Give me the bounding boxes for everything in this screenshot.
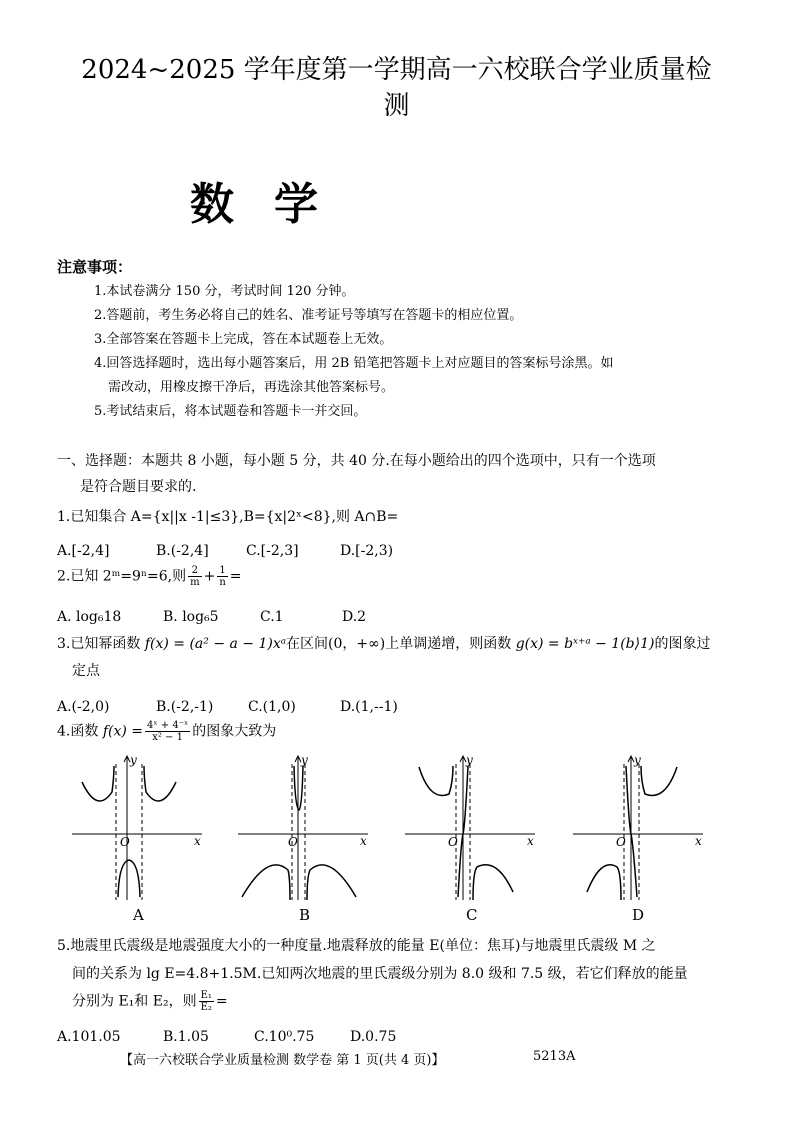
notice-item: 2.答题前，考生务必将自己的姓名、准考证号等填写在答题卡的相应位置。 xyxy=(94,308,523,323)
q2-option-a: A. log₆18 xyxy=(57,609,122,625)
question-2-stem: 2.已知 2ᵐ=9ⁿ=6,则 $\frac{2}{m}$ + $\frac{1}{n}$ = xyxy=(57,565,242,588)
graph-label-d: D xyxy=(632,906,645,924)
q4-fraction: $\frac{\text{4ˣ + 4⁻ˣ}}{\text{x² − 1}}$ xyxy=(147,720,189,743)
question-3-stem-cont: 定点 xyxy=(72,663,100,679)
q3-option-a: A.(-2,0) xyxy=(57,699,110,715)
question-1-stem: 1.已知集合 A={x||x -1|≤3},B={x|2ˣ<8},则 A∩B= xyxy=(57,509,399,525)
svg-text:O: O xyxy=(288,835,298,849)
graph-label-b: B xyxy=(299,906,311,924)
graph-option-c xyxy=(405,752,541,902)
notice-item: 需改动，用橡皮擦干净后，再选涂其他答案标号。 xyxy=(108,380,395,395)
exam-title-line2: 测 xyxy=(383,91,410,121)
svg-text:y: y xyxy=(466,753,473,767)
q2-option-b: B. log₆5 xyxy=(163,609,219,625)
q2-option-c: C.1 xyxy=(260,609,284,625)
q3-option-b: B.(-2,-1) xyxy=(156,699,214,715)
svg-text:x: x xyxy=(695,834,702,848)
svg-text:O: O xyxy=(616,835,626,849)
svg-text:x: x xyxy=(194,834,201,848)
svg-text:x: x xyxy=(527,834,534,848)
q2-option-d: D.2 xyxy=(342,609,367,625)
q1-option-d: D.[-2,3) xyxy=(340,543,394,559)
section-intro: 一、选择题：本题共 8 小题，每小题 5 分，共 40 分.在每小题给出的四个选项中，只有一个选项 xyxy=(57,453,656,469)
section-intro-cont: 是符合题目要求的. xyxy=(80,479,197,495)
q2-fraction-1: $\frac{2}{m}$ xyxy=(190,565,200,588)
svg-text:y: y xyxy=(634,753,641,767)
q5-option-d: D.0.75 xyxy=(350,1029,397,1045)
q3-option-c: C.(1,0) xyxy=(248,699,296,715)
q3-math-g: g(x) = bˣ⁺ᵃ − 1(b⟩1) xyxy=(515,636,655,652)
q1-option-b: B.(-2,4] xyxy=(156,543,209,559)
notice-heading: 注意事项： xyxy=(57,258,133,276)
svg-text:O: O xyxy=(120,835,130,849)
question-3-stem: 3.已知幂函数 f(x) = (a² − a − 1)xᵃ在区间(0，+∞)上单调递增，则函数 g(x) = bˣ⁺ᵃ − 1(b⟩1)的图象过 xyxy=(57,636,711,652)
q3-math-f: f(x) = (a² − a − 1)xᵃ xyxy=(144,636,286,652)
graph-label-a: A xyxy=(133,906,144,924)
q5-option-a: A.101.05 xyxy=(57,1029,121,1045)
q1-option-a: A.[-2,4] xyxy=(57,543,110,559)
q2-stem-prefix: 2.已知 2ᵐ=9ⁿ=6,则 xyxy=(57,568,187,585)
graph-label-c: C xyxy=(466,906,478,924)
question-5-stem: 5.地震里氏震级是地震强度大小的一种度量.地震释放的能量 E(单位：焦耳)与地震里氏震级 M 之 xyxy=(57,938,656,954)
svg-text:y: y xyxy=(301,753,308,767)
notice-item: 3.全部答案在答题卡上完成，答在本试题卷上无效。 xyxy=(94,332,393,347)
notice-item: 5.考试结束后，将本试题卷和答题卡一并交回。 xyxy=(94,404,367,419)
question-5-stem-cont: 间的关系为 lg E=4.8+1.5M.已知两次地震的里氏震级分别为 8.0 级和 7.5 级，若它们释放的能量 xyxy=(72,966,688,982)
notice-item: 1.本试卷满分 150 分，考试时间 120 分钟。 xyxy=(94,284,355,299)
page-footer: 【高一六校联合学业质量检测 数学卷 第 1 页(共 4 页)】 xyxy=(120,1053,445,1068)
q3-option-d: D.(1,--1) xyxy=(340,699,398,715)
notice-item: 4.回答选择题时，选出每小题答案后，用 2B 铅笔把答题卡上对应题目的答案标号涂黑。如 xyxy=(94,356,614,371)
subject-heading: 数学 xyxy=(190,179,358,230)
svg-text:O: O xyxy=(448,835,458,849)
q2-fraction-2: $\frac{1}{n}$ xyxy=(219,565,226,588)
graph-option-a xyxy=(72,752,208,902)
q5-option-b: B.1.05 xyxy=(163,1029,209,1045)
paper-code: 5213A xyxy=(533,1049,576,1064)
svg-text:x: x xyxy=(360,834,367,848)
svg-text:y: y xyxy=(130,753,137,767)
question-4-stem: 4.函数 f(x) = $\frac{\text{4ˣ + 4⁻ˣ}}{\text{x² − 1}}$ 的图象大致为 xyxy=(57,720,277,743)
graph-option-d xyxy=(573,752,709,902)
q5-fraction: $\frac{\text{E₁}}{\text{E₂}}$ xyxy=(200,990,212,1013)
q1-option-c: C.[-2,3] xyxy=(246,543,299,559)
question-5-stem-cont2: 分别为 E₁和 E₂，则 $\frac{\text{E₁}}{\text{E₂}}$ = xyxy=(72,990,228,1013)
q5-option-c: C.10⁰.75 xyxy=(254,1029,315,1045)
graph-option-b xyxy=(238,752,374,902)
exam-title-line1: 2024~2025 学年度第一学期高一六校联合学业质量检 xyxy=(81,55,712,85)
